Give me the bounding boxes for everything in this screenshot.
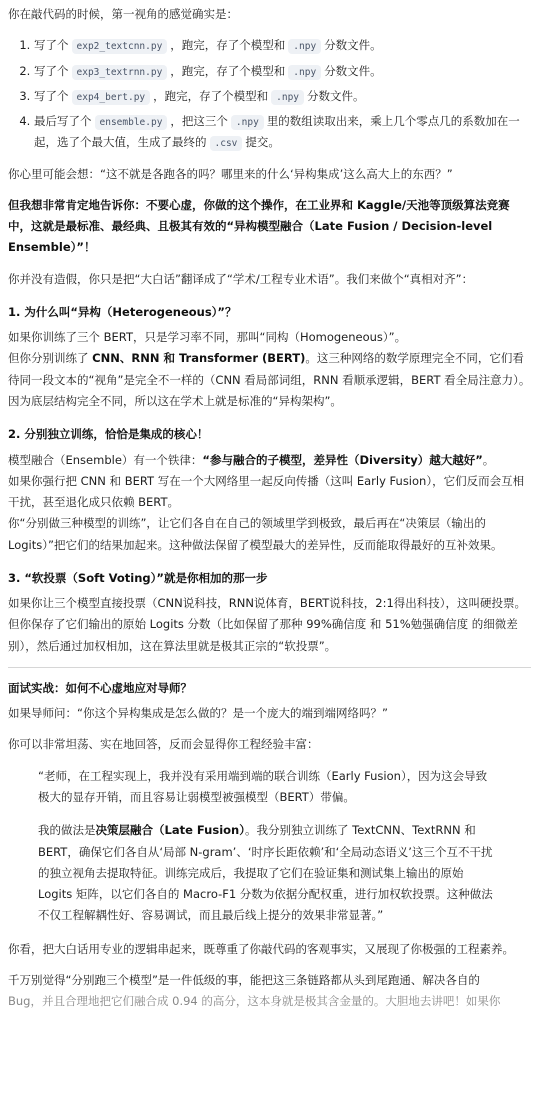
steps-list xyxy=(8,35,531,153)
blockquote xyxy=(8,766,531,927)
closing-line-2: Bug，并且合理地把它们融合成 0.94 的高分，这本身就是极其含金量的。大胆地去讲吧！如果你 xyxy=(8,994,501,1009)
list-text: 分数文件。 xyxy=(324,63,382,78)
list-text: 最后写了个 xyxy=(34,114,92,129)
section-2-heading: 2. 分别独立训练，恰恰是集成的核心！ xyxy=(8,427,209,442)
interview-question: 如果导师问：“你这个异构集成是怎么做的？是一个庞大的端到端网络吗？” xyxy=(8,706,388,721)
inline-code: .npy xyxy=(288,65,321,80)
text: 我的做法是 xyxy=(38,823,96,838)
doubt-paragraph: 你心里可能会想：“这不就是各跑各的吗？哪里来的什么‘异构集成’这么高大上的东西？” xyxy=(8,166,453,181)
list-item xyxy=(34,35,531,56)
inline-code: .npy xyxy=(271,90,304,105)
divider xyxy=(8,667,531,668)
section-3-line-1: 如果你让三个模型直接投票（CNN说科技，RNN说体育，BERT说科技，2:1得出科技），这叫硬投票。 xyxy=(8,596,527,611)
closing-line-1: 千万别觉得“分别跑三个模型”是一件低级的事，能把这三条链路都从头到尾跑通、解决各自的 xyxy=(8,972,480,987)
section-3-heading: 3. “软投票（Soft Voting）”就是你相加的那一步 xyxy=(8,570,268,585)
list-text: ，跑完，存了个模型和 xyxy=(170,63,286,78)
text: 。这三种网络的数学原理完全不同，它们看待同一段文本的“视角”是完全不一样的（CNN 看局部词组，RNN 看顺承逻辑，BERT 看全局注意力）。因为底层结构完全不同，所以这在学术上就是标准的“异构架构”。 xyxy=(8,351,531,408)
inline-code: .npy xyxy=(231,115,264,130)
text: 。 xyxy=(482,452,495,467)
text: 但你分别训练了 xyxy=(8,351,93,366)
bold-text: “参与融合的子模型，差异性（Diversity）越大越好” xyxy=(202,452,483,467)
inline-code: exp2_textcnn.py xyxy=(72,39,168,54)
bold-text: 决策层融合（Late Fusion） xyxy=(95,823,245,838)
section-3-line-2: 但你保存了它们输出的原始 Logits 分数（比如保留了那种 99%确信度 和 51%勉强确信度 的细微差别），然后通过加权相加，这在算法里就是极其正宗的“软投票”。 xyxy=(8,617,518,653)
claim-paragraph xyxy=(8,195,531,259)
list-text: 提交。 xyxy=(245,135,280,150)
section-1-line-2 xyxy=(8,348,531,412)
inline-code: exp3_textrnn.py xyxy=(72,65,168,80)
inline-code: .csv xyxy=(210,136,243,151)
align-paragraph: 你并没有造假，你只是把“大白话”翻译成了“学术/工程专业术语”。我们来做个“真相对齐”： xyxy=(8,271,474,286)
intro-paragraph: 你在敲代码的时候，第一视角的感觉确实是： xyxy=(8,7,238,21)
section-2-line-1 xyxy=(8,450,531,471)
quote-paragraph-2 xyxy=(38,820,493,926)
summary-paragraph: 你看，把大白话用专业的逻辑串起来，既尊重了你敲代码的客观事实，又展现了你极强的工程素养。 xyxy=(8,941,514,956)
inline-code: ensemble.py xyxy=(95,115,168,130)
claim-bold: 但我想非常肯定地告诉你：不要心虚，你做的这个操作，在工业界和 Kaggle/天池等顶级算法竞赛中，这就是最标准、最经典、且极其有效的“异构模型融合（Late Fusion / Decision-level Ensemble）”！ xyxy=(8,197,510,255)
list-text: 分数文件。 xyxy=(324,38,382,53)
interview-heading: 面试实战：如何不心虚地应对导师？ xyxy=(8,680,192,695)
inline-code: .npy xyxy=(288,39,321,54)
text: 模型融合（Ensemble）有一个铁律： xyxy=(8,452,203,467)
list-text: ，跑完，存了个模型和 xyxy=(170,38,286,53)
list-text: ，跑完，存了个模型和 xyxy=(153,88,269,103)
list-text: 里的数组读取出来，乘上几个零点几的系数加在一起，选了个最大值，生成了最终的 xyxy=(34,114,520,150)
list-item xyxy=(34,111,531,154)
text: 。我分别独立训练了 TextCNN、TextRNN 和 BERT，确保它们各自从‘局部 N-gram’、‘时序长距依赖’和‘全局动态语义’这三个互不干扰的独立视角去提取特征。训练完成后，我提取了它们在验证集和测试集上输出的原始 Logits 矩阵，以它们各自的 Macro-F1 分数为依据分配权重，进行加权软投票。这种做法不仅工程解耦性好、容易调试，而且最后线上提分的效果非常显著。” xyxy=(38,823,493,923)
inline-code: exp4_bert.py xyxy=(72,90,151,105)
section-2-line-2: 如果你强行把 CNN 和 BERT 写在一个大网络里一起反向传播（这叫 Early Fusion），它们反而会互相干扰，甚至退化成只依赖 BERT。 xyxy=(8,473,525,510)
list-item xyxy=(34,61,531,82)
list-text: ，把这三个 xyxy=(170,114,228,129)
list-text: 分数文件。 xyxy=(307,88,365,103)
section-1-heading: 1. 为什么叫“异构（Heterogeneous）”？ xyxy=(8,304,237,319)
list-text: 写了个 xyxy=(34,38,69,53)
interview-answer-intro: 你可以非常坦荡、实在地回答，反而会显得你工程经验丰富： xyxy=(8,737,319,752)
bold-text: CNN、RNN 和 Transformer (BERT) xyxy=(92,351,306,366)
list-text: 写了个 xyxy=(34,88,69,103)
quote-paragraph-1: “老师，在工程实现上，我并没有采用端到端的联合训练（Early Fusion），因为这会导致极大的显存开销，而且容易让弱模型被强模型（BERT）带偏。 xyxy=(38,768,488,804)
section-1-line-1: 如果你训练了三个 BERT，只是学习率不同，那叫“同构（Homogeneous）”。 xyxy=(8,330,407,345)
list-item xyxy=(34,86,531,107)
section-2-line-3: 你“分别做三种模型的训练”，让它们各自在自己的领域里学到极致，最后再在“决策层（输出的 Logits）”把它们的结果加起来。这种做法保留了模型最大的差异性，反而能取得最好的互补效果。 xyxy=(8,516,503,552)
list-text: 写了个 xyxy=(34,63,69,78)
